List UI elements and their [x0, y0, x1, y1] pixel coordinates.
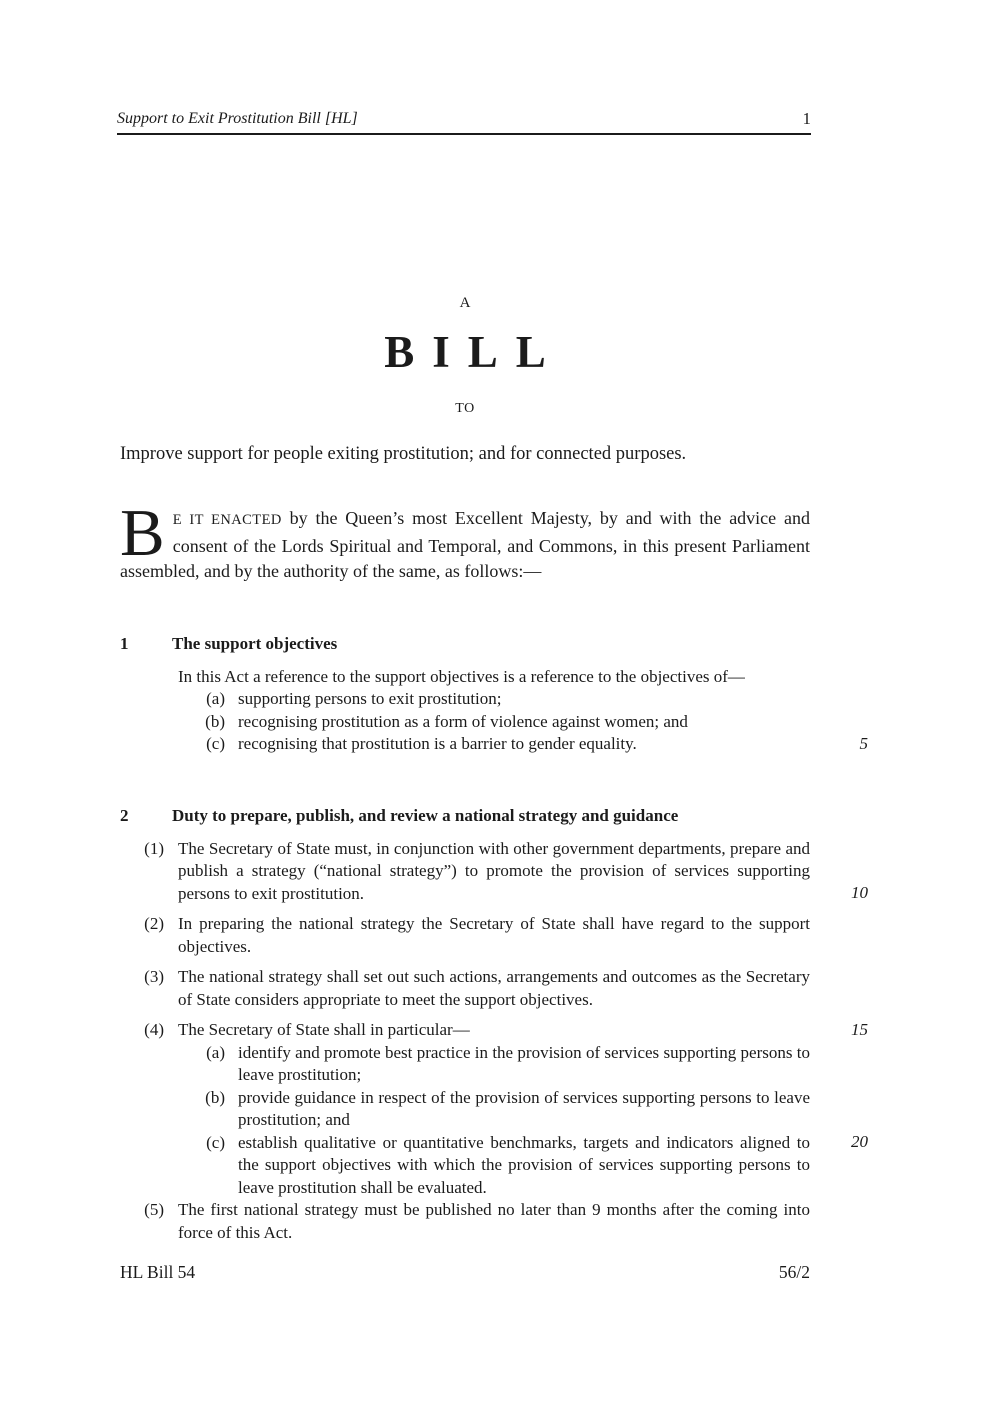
page-number: 1 — [802, 109, 811, 128]
footer-session-number: 56/2 — [778, 1262, 810, 1282]
item-text: supporting persons to exit prostitution; — [238, 689, 502, 708]
item-text: provide guidance in respect of the provision of services supporting persons to leave prostitution; and — [238, 1087, 810, 1129]
clause-2-number: 2 — [120, 806, 129, 825]
bill-head-letter-a: A — [459, 295, 471, 311]
item-marker: (a) — [206, 1042, 225, 1062]
enacting-clause — [120, 496, 810, 585]
running-title: Support to Exit Prostitution Bill [HL] — [117, 110, 358, 127]
subsection-marker: (1) — [144, 838, 164, 858]
item-marker: (c) — [206, 1132, 225, 1152]
enacting-small-caps: E IT ENACTED — [172, 512, 282, 528]
item-text: establish qualitative or quantitative benchmarks, targets and indicators aligned to the support objectives with which the provision of services supporting persons to leave prostitution shall be evaluated. — [238, 1132, 810, 1197]
clause-1-item-b — [120, 711, 810, 734]
item-text: recognising prostitution as a form of violence against women; and — [238, 711, 688, 731]
item-marker: (b) — [205, 1087, 225, 1107]
clause-1-intro: In this Act a reference to the support objectives is a reference to the objectives of— — [178, 666, 745, 686]
clause-1-heading — [120, 633, 810, 656]
clause-2-heading — [120, 805, 810, 828]
bill-head-word: BILL — [384, 327, 564, 377]
clause-1 — [120, 633, 810, 756]
margin-line-number-20: 20 — [851, 1132, 868, 1151]
item-text: identify and promote best practice in the provision of services supporting persons to leave prostitution; — [238, 1042, 810, 1084]
enacting-text: by the Queen’s most Excellent Majesty, by and with the advice and consent of the Lords Spiritual and Temporal, and Commons, in this present Parliament assembled, and by the authority of the same, as follows:— — [120, 508, 810, 581]
long-title: Improve support for people exiting prostitution; and for connected purposes. — [120, 444, 687, 464]
subsection-text: The Secretary of State must, in conjunction with other government departments, prepare and publish a strategy (“national strategy”) to promote the provision of services supporting persons to exit prostitution. — [178, 838, 810, 903]
bill-head-to: TO — [455, 401, 475, 416]
clause-2-subsection-2 — [120, 913, 810, 958]
footer-bill-number: HL Bill 54 — [120, 1262, 196, 1282]
clause-2-4-item-a — [120, 1042, 810, 1087]
clause-1-number: 1 — [120, 634, 129, 653]
subsection-marker: (2) — [144, 914, 164, 933]
item-text: recognising that prostitution is a barrier to gender equality. — [238, 734, 637, 753]
clause-2 — [120, 805, 810, 1244]
item-marker: (a) — [206, 689, 225, 708]
clause-1-title: The support objectives — [172, 634, 338, 653]
margin-line-number-15: 15 — [851, 1020, 868, 1039]
margin-line-number-5: 5 — [859, 734, 868, 753]
clause-2-subsection-5 — [120, 1199, 810, 1244]
subsection-text: The national strategy shall set out such actions, arrangements and outcomes as the Secretary of State considers appropriate to meet the support objectives. — [178, 967, 810, 1009]
clause-2-4-item-b — [120, 1087, 810, 1132]
page-header — [117, 110, 811, 135]
margin-line-number-10: 10 — [851, 883, 868, 902]
drop-cap-b: B — [120, 496, 165, 570]
item-marker: (c) — [206, 734, 225, 753]
clause-2-subsection-3 — [120, 966, 810, 1011]
subsection-marker: (4) — [144, 1020, 164, 1039]
clause-2-title: Duty to prepare, publish, and review a national strategy and guidance — [172, 806, 679, 825]
item-marker: (b) — [205, 711, 225, 731]
clause-2-subsection-1 — [120, 838, 810, 906]
clause-2-subsection-4 — [120, 1019, 810, 1042]
page-footer — [120, 1262, 810, 1282]
subsection-marker: (3) — [144, 967, 164, 986]
clause-1-item-a — [120, 688, 810, 711]
subsection-marker: (5) — [144, 1200, 164, 1219]
clause-1-item-c — [120, 733, 810, 756]
subsection-text: In preparing the national strategy the Secretary of State shall have regard to the support objectives. — [178, 914, 810, 956]
subsection-text: The first national strategy must be published no later than 9 months after the coming into force of this Act. — [178, 1200, 810, 1242]
bill-formal-head — [120, 296, 810, 416]
subsection-text: The Secretary of State shall in particular— — [178, 1020, 470, 1039]
clause-2-4-item-c — [120, 1132, 810, 1200]
